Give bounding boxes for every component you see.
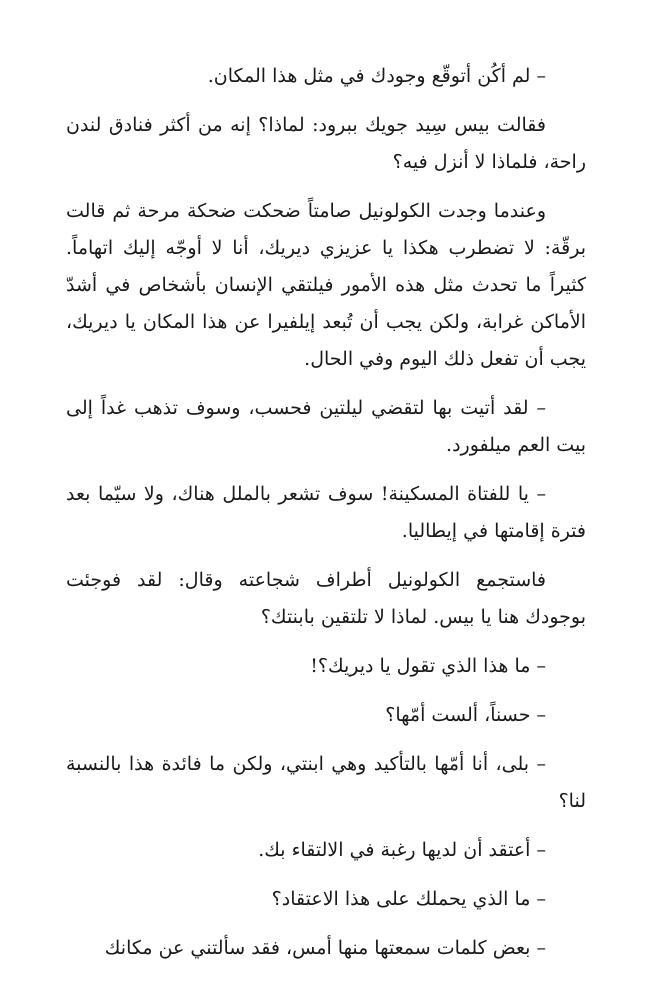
paragraph: – لم أكُن أتوقّع وجودك في مثل هذا المكان.	[207, 65, 546, 87]
paragraph: – ما الذي يحملك على هذا الاعتقاد؟	[271, 888, 546, 910]
paragraph: – أعتقد أن لديها رغبة في الالتقاء بك.	[258, 839, 546, 861]
paragraph: – حسناً، ألست أمّها؟	[385, 704, 546, 726]
paragraph: وعندما وجدت الكولونيل صامتاً ضحكت ضحكة مرحة ثم قالت برقّة: لا تضطرب هكذا يا عزيزي ديريك، أنا لا أوجّه إليك اتهاماً. كثيراً ما تحدث مثل هذه الأمور فيلتقي الإنسان بأشخاص في أشدّ الأماكن غرابة، ولكن يجب أن تُبعد إيلفيرا عن هذا المكان يا ديريك، يجب أن تفعل ذلك اليوم وفي الحال.	[66, 200, 586, 370]
paragraph: – بعض كلمات سمعتها منها أمس، فقد سألتني عن مكانك	[104, 937, 546, 959]
paragraph: – لقد أتيت بها لتقضي ليلتين فحسب، وسوف تذهب غداً إلى بيت العم ميلفورد.	[66, 397, 586, 456]
paragraph: – بلى، أنا أمّها بالتأكيد وهي ابنتي، ولكن ما فائدة هذا بالنسبة لنا؟	[66, 753, 586, 812]
paragraph: – ما هذا الذي تقول يا ديريك؟!	[310, 655, 546, 677]
paragraph: فاستجمع الكولونيل أطراف شجاعته وقال: لقد فوجئت بوجودك هنا يا بيس. لماذا لا تلتقين بابنتك؟	[66, 569, 586, 628]
paragraph: فقالت بيس سِيد جويك ببرود: لماذا؟ إنه من أكثر فنادق لندن راحة، فلماذا لا أنزل فيه؟	[66, 114, 586, 173]
book-page	[66, 58, 586, 979]
paragraph: – يا للفتاة المسكينة! سوف تشعر بالملل هناك، ولا سيّما بعد فترة إقامتها في إيطاليا.	[66, 483, 586, 542]
